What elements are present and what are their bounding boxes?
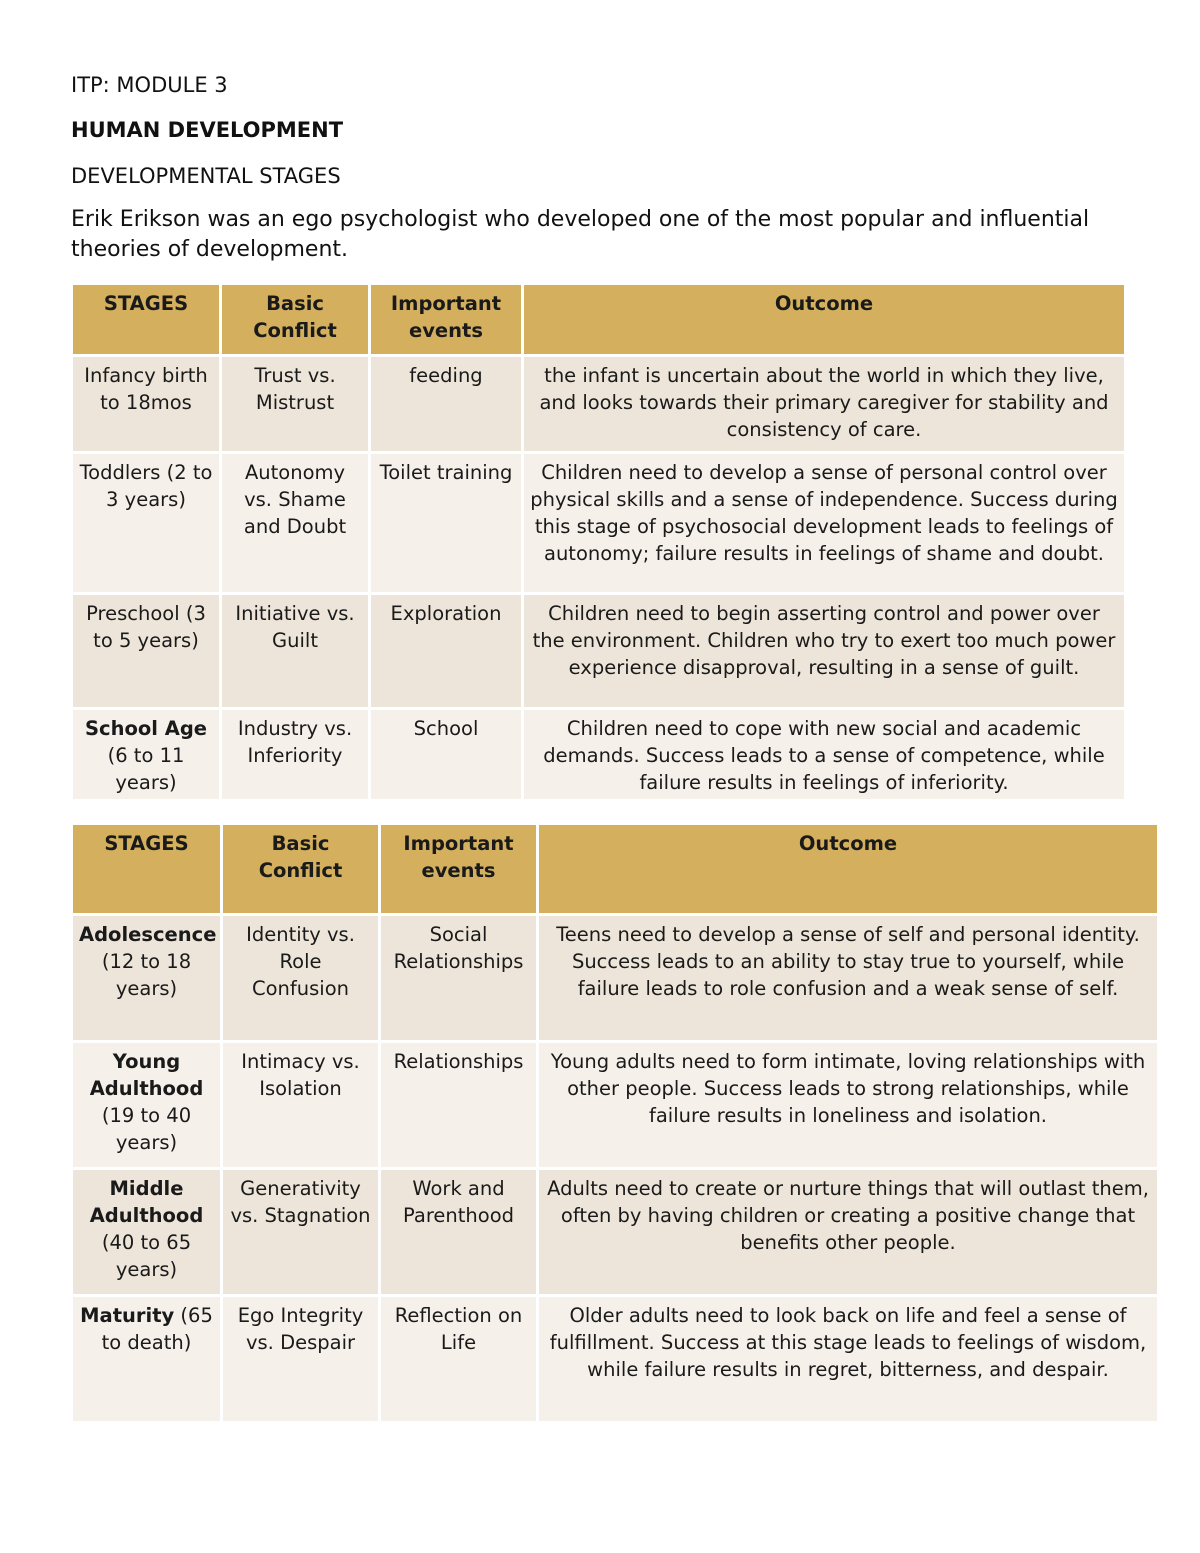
stage-cell xyxy=(72,594,221,709)
outcome-cell: Children need to cope with new social and academic demands. Success leads to a sense of competence, while failure results in feelings of inferiority. xyxy=(523,709,1126,801)
stage-age: Preschool (3 to 5 years) xyxy=(86,602,206,652)
header-stages: STAGES xyxy=(72,284,221,356)
conflict-cell: Industry vs. Inferiority xyxy=(221,709,370,801)
stage-age: Toddlers (2 to 3 years) xyxy=(79,461,213,511)
stage-age: Infancy birth to 18mos xyxy=(84,364,208,414)
table-row xyxy=(72,1169,1159,1296)
table-row xyxy=(72,1296,1159,1423)
stage-age: (65 to death) xyxy=(101,1304,213,1354)
stage-cell xyxy=(72,1042,222,1169)
stage-name: Middle Adulthood xyxy=(89,1177,204,1227)
events-cell: School xyxy=(370,709,523,801)
stage-name: Young Adulthood xyxy=(89,1050,204,1100)
table-row xyxy=(72,915,1159,1042)
table-row xyxy=(72,356,1126,453)
stage-name: Adolescence xyxy=(79,923,217,946)
outcome-cell: Adults need to create or nurture things that will outlast them, often by having children or creating a positive change that benefits other people. xyxy=(538,1169,1159,1296)
stage-cell xyxy=(72,453,221,594)
stages-table-2 xyxy=(70,822,1160,1424)
header-important-events: Important events xyxy=(370,284,523,356)
module-label: ITP: MODULE 3 xyxy=(71,73,228,97)
table-header-row xyxy=(72,824,1159,915)
outcome-cell: Children need to begin asserting control and power over the environment. Children who try to exert too much power experience disapproval, resulting in a sense of guilt. xyxy=(523,594,1126,709)
table-row xyxy=(72,594,1126,709)
stage-name: Maturity xyxy=(80,1304,175,1327)
conflict-cell: Ego Integrity vs. Despair xyxy=(222,1296,380,1423)
stage-cell xyxy=(72,1169,222,1296)
stage-age: (12 to 18 years) xyxy=(101,950,192,1000)
events-cell: Relationships xyxy=(380,1042,538,1169)
stage-cell xyxy=(72,709,221,801)
stage-age: (6 to 11 years) xyxy=(107,744,185,794)
table-row xyxy=(72,453,1126,594)
stage-age: (19 to 40 years) xyxy=(101,1104,192,1154)
outcome-cell: Children need to develop a sense of personal control over physical skills and a sense of independence. Success during this stage of psychosocial development leads to feelings of autonomy; failure results in feelings of shame and doubt. xyxy=(523,453,1126,594)
conflict-cell: Generativity vs. Stagnation xyxy=(222,1169,380,1296)
section-heading: DEVELOPMENTAL STAGES xyxy=(71,164,341,188)
conflict-cell: Intimacy vs. Isolation xyxy=(222,1042,380,1169)
header-outcome: Outcome xyxy=(523,284,1126,356)
header-outcome: Outcome xyxy=(538,824,1159,915)
table-row xyxy=(72,709,1126,801)
stage-cell xyxy=(72,1296,222,1423)
events-cell: Exploration xyxy=(370,594,523,709)
conflict-cell: Autonomy vs. Shame and Doubt xyxy=(221,453,370,594)
page-title: HUMAN DEVELOPMENT xyxy=(71,118,344,142)
outcome-cell: the infant is uncertain about the world in which they live, and looks towards their primary caregiver for stability and consistency of care. xyxy=(523,356,1126,453)
table-row xyxy=(72,1042,1159,1169)
events-cell: Work and Parenthood xyxy=(380,1169,538,1296)
outcome-cell: Older adults need to look back on life and feel a sense of fulfillment. Success at this stage leads to feelings of wisdom, while failure results in regret, bitterness, and despair. xyxy=(538,1296,1159,1423)
events-cell: Toilet training xyxy=(370,453,523,594)
stage-cell xyxy=(72,915,222,1042)
outcome-cell: Teens need to develop a sense of self and personal identity. Success leads to an ability to stay true to yourself, while failure leads to role confusion and a weak sense of self. xyxy=(538,915,1159,1042)
conflict-cell: Trust vs. Mistrust xyxy=(221,356,370,453)
table-header-row xyxy=(72,284,1126,356)
outcome-cell: Young adults need to form intimate, loving relationships with other people. Success leads to strong relationships, while failure results in loneliness and isolation. xyxy=(538,1042,1159,1169)
stage-age: (40 to 65 years) xyxy=(101,1231,192,1281)
header-basic-conflict: Basic Conflict xyxy=(221,284,370,356)
header-important-events: Important events xyxy=(380,824,538,915)
events-cell: feeding xyxy=(370,356,523,453)
conflict-cell: Identity vs. Role Confusion xyxy=(222,915,380,1042)
header-stages: STAGES xyxy=(72,824,222,915)
events-cell: Reflection on Life xyxy=(380,1296,538,1423)
stage-name: School Age xyxy=(84,717,208,740)
stages-table-1 xyxy=(70,282,1127,802)
conflict-cell: Initiative vs. Guilt xyxy=(221,594,370,709)
stage-cell xyxy=(72,356,221,453)
events-cell: Social Relationships xyxy=(380,915,538,1042)
header-basic-conflict: Basic Conflict xyxy=(222,824,380,915)
intro-paragraph: Erik Erikson was an ego psychologist who developed one of the most popular and influential theories of development. xyxy=(71,207,1090,262)
